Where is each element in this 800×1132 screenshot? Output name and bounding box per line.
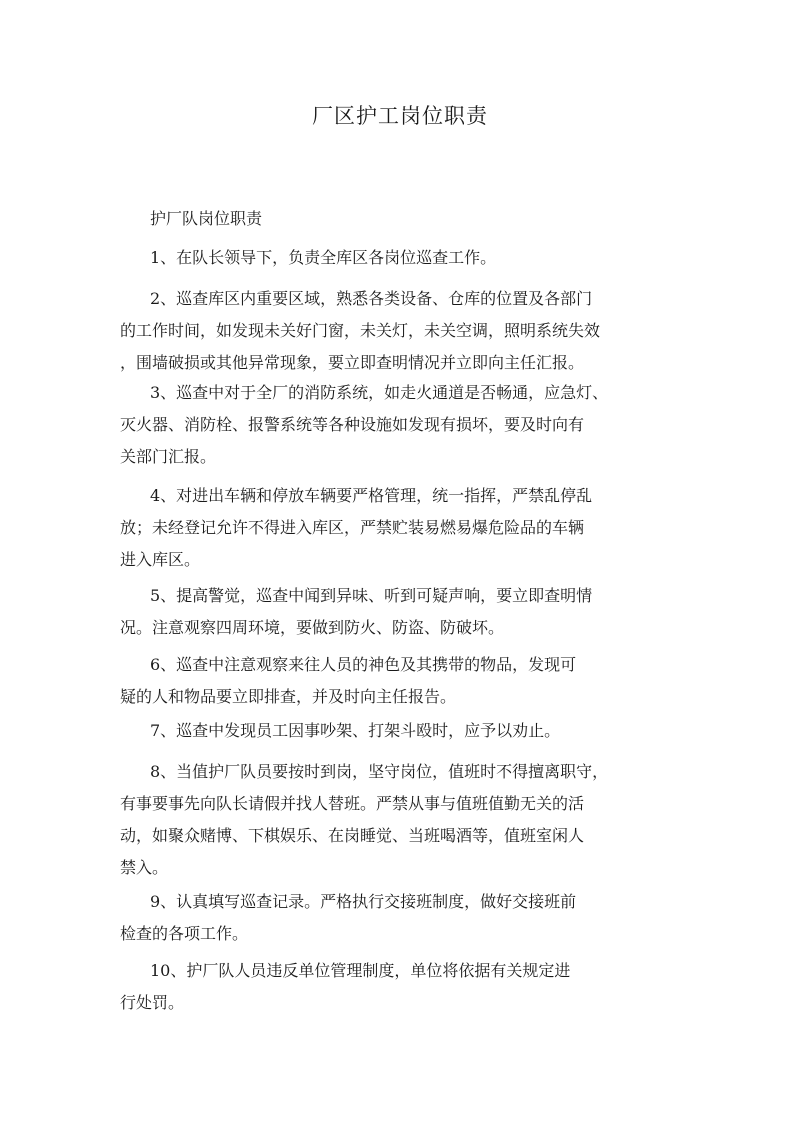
paragraph-2 bbox=[120, 283, 680, 379]
section-subtitle: 护厂队岗位职责 bbox=[150, 209, 263, 228]
paragraph-line: 8、当值护厂队员要按时到岗，坚守岗位，值班时不得擅离职守， bbox=[150, 762, 609, 781]
paragraph-line: 关部门汇报。 bbox=[120, 447, 217, 466]
paragraph-10 bbox=[120, 955, 680, 1019]
paragraph-line: 3、巡查中对于全厂的消防系统，如走火通道是否畅通，应急灯、 bbox=[150, 383, 609, 402]
paragraph-line: 4、对进出车辆和停放车辆要严格管理，统一指挥，严禁乱停乱 bbox=[150, 486, 593, 505]
paragraph-4 bbox=[120, 480, 680, 576]
paragraph-line: 检查的各项工作。 bbox=[120, 924, 249, 943]
paragraph-line: ，围墙破损或其他异常现象，要立即查明情况并立即向主任汇报。 bbox=[120, 353, 585, 372]
paragraph-line: 进入库区。 bbox=[120, 550, 201, 569]
paragraph-line: 况。注意观察四周环境，要做到防火、防盗、防破坏。 bbox=[120, 618, 505, 637]
paragraph-line: 7、巡查中发现员工因事吵架、打架斗殴时，应予以劝止。 bbox=[150, 721, 561, 740]
page-title: 厂区护工岗位职责 bbox=[312, 104, 488, 128]
paragraph-line: 有事要事先向队长请假并找人替班。严禁从事与值班值勤无关的活 bbox=[120, 794, 585, 813]
paragraph-line: 禁入。 bbox=[120, 858, 169, 877]
paragraph-line: 2、巡查库区内重要区域，熟悉各类设备、仓库的位置及各部门 bbox=[150, 289, 593, 308]
paragraph-line: 的工作时间，如发现未关好门窗，未关灯，未关空调，照明系统失效 bbox=[120, 321, 601, 340]
paragraph-line: 6、巡查中注意观察来往人员的神色及其携带的物品，发现可 bbox=[150, 655, 577, 674]
paragraph-6 bbox=[120, 649, 680, 713]
paragraph-line: 行处罚。 bbox=[120, 993, 185, 1012]
paragraph-line: 1、在队长领导下，负责全库区各岗位巡查工作。 bbox=[150, 248, 497, 267]
paragraph-line: 灭火器、消防栓、报警系统等各种设施如发现有损坏，要及时向有 bbox=[120, 415, 585, 434]
paragraph-line: 疑的人和物品要立即排查，并及时向主任报告。 bbox=[120, 687, 457, 706]
paragraph-line: 5、提高警觉，巡查中闻到异味、听到可疑声响，要立即查明情 bbox=[150, 586, 593, 605]
paragraph-line: 9、认真填写巡查记录。严格执行交接班制度，做好交接班前 bbox=[150, 892, 577, 911]
paragraph-9 bbox=[120, 886, 680, 950]
paragraph-line: 10、护厂队人员违反单位管理制度，单位将依据有关规定进 bbox=[150, 961, 571, 980]
paragraph-line: 放；未经登记允许不得进入库区，严禁贮装易燃易爆危险品的车辆 bbox=[120, 518, 585, 537]
paragraph-1 bbox=[120, 242, 680, 274]
paragraph-5 bbox=[120, 580, 680, 644]
paragraph-7 bbox=[120, 715, 680, 747]
paragraph-3 bbox=[120, 377, 680, 473]
paragraph-line: 动，如聚众赌博、下棋娱乐、在岗睡觉、当班喝酒等，值班室闲人 bbox=[120, 826, 585, 845]
paragraph-8 bbox=[120, 756, 680, 884]
